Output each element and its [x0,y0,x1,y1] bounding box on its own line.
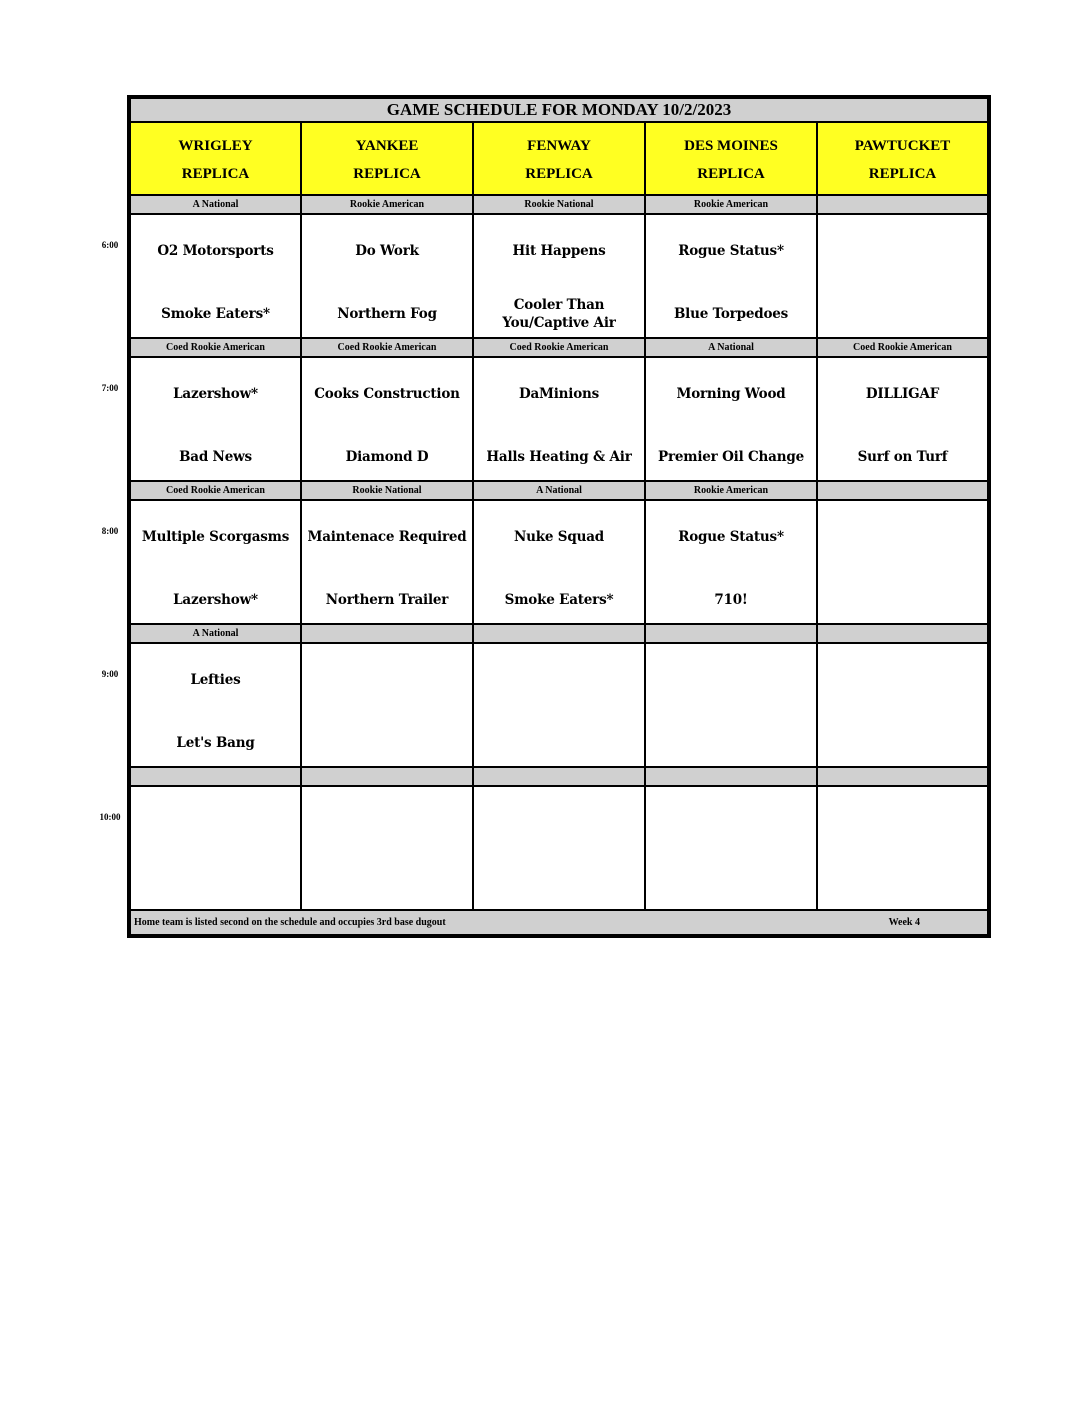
home-team: Premier Oil Change [658,449,804,465]
time-label: 9:00 [101,669,119,679]
home-team: Northern Fog [337,306,437,322]
field-name: FENWAY [527,138,591,154]
away-team: DaMinions [518,386,600,402]
division-text: Rookie American [349,199,425,210]
away-team [822,519,983,555]
division-label [301,338,473,357]
game-cell [645,643,817,767]
home-team: Let's Bang [176,735,255,751]
field-type: REPLICA [868,166,937,182]
division-text: A National [192,199,239,210]
away-team: Do Work [355,243,419,259]
home-team [135,868,296,904]
field-type: REPLICA [181,166,250,182]
division-label [473,195,645,214]
game-cell [301,643,473,767]
away-team: Nuke Squad [514,529,604,545]
away-team [306,662,468,698]
away-team [650,805,812,841]
away-team [822,233,983,269]
division-label [817,338,988,357]
away-team: Lefties [190,672,241,688]
division-text: A National [708,342,754,353]
game-cell [473,786,645,910]
game-cell [645,786,817,910]
field-name: DES MOINES [684,138,778,154]
home-team: Cooler Than You/Captive Air [502,297,616,331]
division-text: Coed Rookie American [166,485,265,496]
division-label [645,195,817,214]
game-cell [301,357,473,481]
division-label [301,481,473,500]
game-cell [817,786,988,910]
game-cell [645,214,817,338]
game-cell [301,786,473,910]
home-team: Bad News [179,449,252,465]
field-type: REPLICA [353,166,421,182]
game-cell [817,214,988,338]
game-cell [130,357,301,481]
home-team [822,296,983,332]
away-team [478,662,640,698]
division-label [301,195,473,214]
field-header-4 [645,122,817,195]
time-label: 8:00 [101,526,119,536]
division-label [473,624,645,643]
away-team: Cooks Construction [314,386,460,402]
division-text: Rookie American [693,485,769,496]
division-text: Rookie American [693,199,769,210]
game-cell [817,500,988,624]
field-header-2 [301,122,473,195]
division-label [130,624,301,643]
division-label [645,767,817,786]
away-team: Lazershow* [173,386,258,402]
game-cell [130,786,301,910]
home-team [822,582,983,618]
footer-note: Home team is listed second on the schedule and occupies 3rd base dugout [134,917,446,928]
home-team: Northern Trailer [325,592,449,608]
field-type: REPLICA [697,166,765,182]
field-type: REPLICA [525,166,593,182]
home-team [306,868,468,904]
away-team: Multiple Scorgasms [141,529,290,545]
division-label [817,624,988,643]
field-name: YANKEE [355,138,419,154]
away-team [478,805,640,841]
game-cell [301,500,473,624]
home-team: Halls Heating & Air [486,449,632,465]
division-label [817,767,988,786]
home-team [650,725,812,761]
division-text: Coed Rookie American [337,342,437,353]
game-cell [130,500,301,624]
field-name: PAWTUCKET [854,138,951,154]
home-team: Smoke Eaters* [161,306,270,322]
schedule-table [127,95,991,938]
division-label [130,767,301,786]
home-team: Surf on Turf [857,449,948,465]
home-team [306,725,468,761]
schedule-footer [130,910,988,935]
game-cell [301,214,473,338]
home-team [822,725,983,761]
home-team: Diamond D [345,449,429,465]
field-header-3 [473,122,645,195]
division-text: Rookie National [352,485,422,496]
field-name: WRIGLEY [178,138,253,154]
away-team: Rogue Status* [678,243,784,259]
division-text: Coed Rookie American [853,342,952,353]
game-cell [130,214,301,338]
division-label [817,481,988,500]
game-cell [473,500,645,624]
home-team [478,868,640,904]
division-label [130,481,301,500]
division-label [301,767,473,786]
home-team [478,725,640,761]
division-label [817,195,988,214]
week-label: Week 4 [888,917,920,928]
division-text: Rookie National [524,199,594,210]
home-team [822,868,983,904]
schedule-title-text: GAME SCHEDULE FOR MONDAY 10/2/2023 [386,100,732,119]
division-text: A National [536,485,582,496]
away-team [306,805,468,841]
schedule-title [130,98,988,122]
field-header-1 [130,122,301,195]
game-cell [130,643,301,767]
division-label [645,338,817,357]
game-cell [473,643,645,767]
away-team: Rogue Status* [678,529,784,545]
division-label [473,481,645,500]
game-cell [817,643,988,767]
away-team [822,805,983,841]
away-team [650,662,812,698]
away-team: Maintenace Required [307,529,467,545]
division-label [645,481,817,500]
division-text: Coed Rookie American [166,342,265,353]
field-header-5 [817,122,988,195]
away-team [135,805,296,841]
game-cell [473,214,645,338]
away-team [822,662,983,698]
away-team: Morning Wood [676,386,786,402]
division-label [130,195,301,214]
away-team: Hit Happens [512,243,606,259]
division-label [473,767,645,786]
away-team: DILLIGAF [865,386,940,402]
game-cell [645,357,817,481]
game-cell [473,357,645,481]
time-label: 6:00 [101,240,119,250]
division-label [130,338,301,357]
home-team [650,868,812,904]
game-cell [645,500,817,624]
home-team: Lazershow* [173,592,258,608]
time-label: 7:00 [101,383,119,393]
time-label: 10:00 [99,812,121,822]
away-team: O2 Motorsports [157,243,274,259]
home-team: Blue Torpedoes [673,306,789,322]
division-label [645,624,817,643]
home-team: 710! [714,592,748,608]
game-cell [817,357,988,481]
division-text: Coed Rookie American [509,342,609,353]
home-team: Smoke Eaters* [504,592,614,608]
division-label [301,624,473,643]
division-label [473,338,645,357]
division-text: A National [192,628,239,639]
